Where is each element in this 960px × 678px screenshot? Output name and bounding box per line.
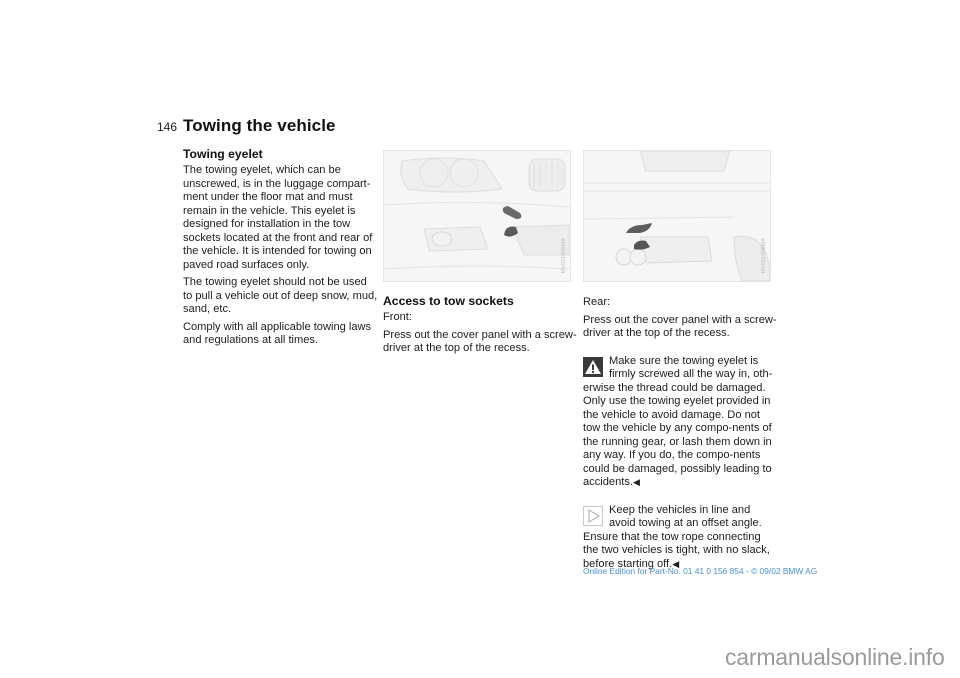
paragraph: The towing eyelet should not be used to pull a vehicle out of deep snow, mud, sand, etc. [183, 276, 378, 315]
warning-note [583, 355, 779, 490]
column-access-rear [583, 296, 779, 571]
paragraph: Comply with all applicable towing laws and regulations at all times. [183, 320, 372, 346]
section-heading-towing-eyelet: Towing eyelet [183, 147, 263, 161]
label-rear: Rear: [583, 296, 611, 308]
page-number: 146 [157, 120, 178, 134]
front-tow-socket-illustration [383, 150, 571, 282]
note-text: Keep the vehicles in line and avoid towing at an offset angle. Ensure that the tow rope connecting the two vehicles is tight, with no slack, before starting off. [583, 503, 770, 570]
site-watermark[interactable]: carmanualsonline.info [725, 644, 945, 670]
warning-triangle-icon [583, 357, 603, 377]
section-heading-access-tow-sockets: Access to tow sockets [383, 294, 514, 308]
paragraph: Press out the cover panel with a screw-driver at the top of the recess. [383, 328, 577, 354]
figure-code: MV03140BMA [561, 237, 567, 273]
rear-tow-socket-illustration [583, 150, 771, 282]
column-access-front [383, 294, 578, 360]
end-mark-icon: ◀ [632, 477, 640, 487]
note-arrow-icon [583, 506, 603, 526]
label-front: Front: [383, 311, 412, 323]
rear-bumper-drawing [584, 151, 770, 281]
warning-text: Make sure the towing eyelet is firmly screwed all the way in, oth-erwise the thread could be damaged. Only use the towing eyelet provided in the vehicle to avoid damage. Do not tow the vehicle by any compo-nents of the running gear, or lash them down in any way. If you do, the compo-nents could be damaged, possibly leading to accidents. [583, 354, 773, 488]
column-towing-eyelet [183, 147, 378, 352]
advisory-note [583, 504, 779, 572]
page-title: Towing the vehicle [183, 116, 336, 135]
paragraph: Press out the cover panel with a screw-driver at the top of the recess. [583, 313, 777, 339]
edition-footer[interactable]: Online Edition for Part-No. 01 41 0 156 854 - © 09/02 BMW AG [583, 566, 818, 576]
end-mark-icon: ◀ [672, 558, 680, 569]
figure-code: MV03140BMA [761, 237, 767, 273]
paragraph: The towing eyelet, which can be unscrewed, is in the luggage compart-ment under the floor mat and must remain in the vehicle. This eyelet is designed for installation in the tow sockets located at the front and rear of the vehicle. It is intended for towing on paved road surfaces only. [183, 164, 373, 271]
front-bumper-drawing [384, 151, 570, 281]
